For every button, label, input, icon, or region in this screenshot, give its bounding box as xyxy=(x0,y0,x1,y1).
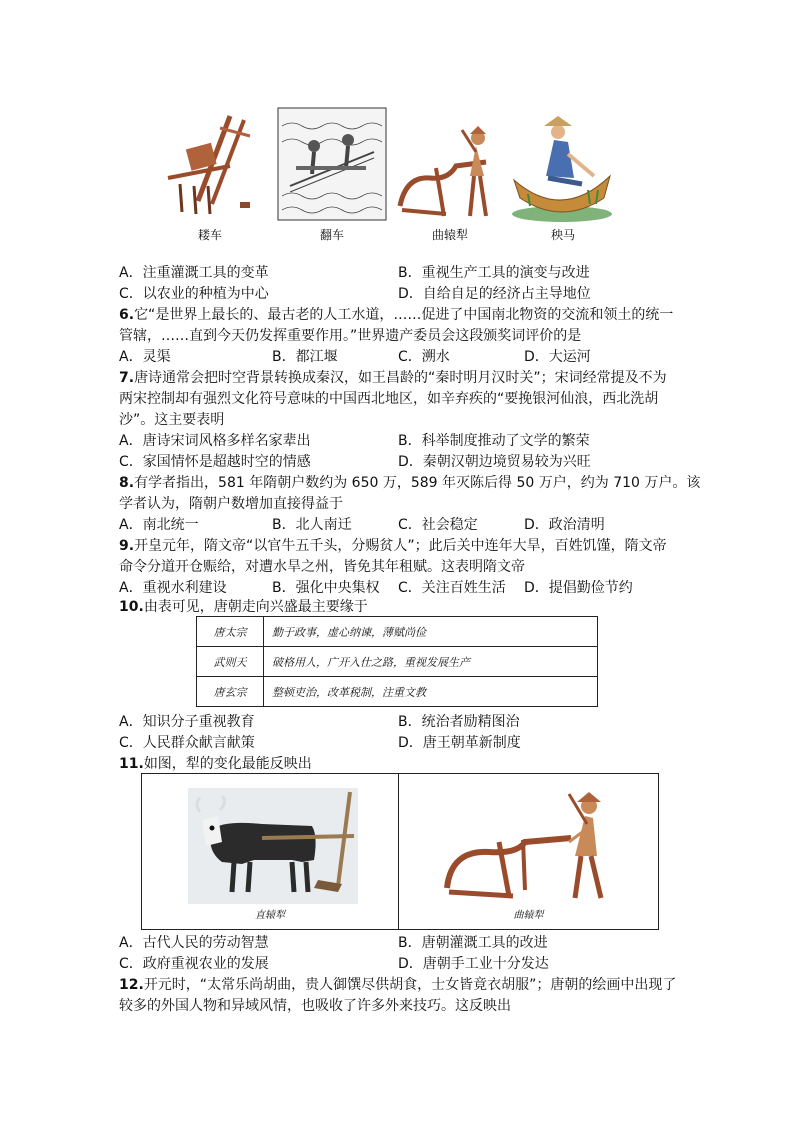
q6-option-b: B．都江堰 xyxy=(272,349,338,365)
q6-option-a: A．灵渠 xyxy=(119,349,171,365)
q8-option-b: B．北人南迁 xyxy=(272,517,352,533)
q6-option-d: D．大运河 xyxy=(524,349,591,365)
q10-text: 由表可见，唐朝走向兴盛最主要缘于 xyxy=(143,599,368,615)
straight-plow-caption: 直辕犁 xyxy=(255,910,285,921)
question-number: 8. xyxy=(119,475,135,491)
tools-figure-row xyxy=(160,106,620,252)
question-number: 10. xyxy=(119,599,144,615)
q11-option-c: C．政府重视农业的发展 xyxy=(119,956,269,972)
q12-text: 开元时，“太常乐尚胡曲，贵人御馔尽供胡食，士女皆竟衣胡服”；唐朝的绘画中出现了 xyxy=(143,977,677,993)
curved-plow-icon xyxy=(396,106,504,224)
question-number: 12. xyxy=(119,977,144,993)
figure-yangma xyxy=(510,106,616,243)
figure-caption: 曲辕犁 xyxy=(431,228,468,242)
table-row xyxy=(197,647,598,677)
water-wheel-illustration-icon xyxy=(276,106,388,224)
q6-option-c: C．溯水 xyxy=(398,349,450,365)
question-number: 11. xyxy=(119,756,144,772)
ox-straight-plow-icon xyxy=(142,780,398,910)
q8-stem-line2: 学者认为，隋朝户数增加直接得益于 xyxy=(119,496,343,512)
emperor-name: 武则天 xyxy=(197,647,264,677)
q9-option-d: D．提倡勤俭节约 xyxy=(524,580,633,596)
q9-stem-line2: 命令分道开仓赈给，对遭水旱之州，皆免其年租赋。这表明隋文帝 xyxy=(119,559,525,575)
question-number: 7. xyxy=(119,370,135,386)
figure-caption: 耧车 xyxy=(197,228,222,242)
emperor-policy: 整顿吏治，改革税制，注重文教 xyxy=(264,677,598,707)
q6-text: 它“是世界上最长的、最古老的人工水道，……促进了中国南北物资的交流和领土的统一 xyxy=(134,307,674,323)
q10-option-c: C．人民群众献言献策 xyxy=(119,735,255,751)
q11-stem-line1 xyxy=(119,755,312,774)
figure-fanche xyxy=(276,106,388,243)
question-number: 6. xyxy=(119,307,135,323)
q11-option-d: D．唐朝手工业十分发达 xyxy=(398,956,549,972)
curved-plow-caption: 曲辕犁 xyxy=(513,910,544,921)
emperor-policy: 破格用人，广开入仕之路，重视发展生产 xyxy=(264,647,598,677)
q9-option-c: C．关注百姓生活 xyxy=(398,580,506,596)
q8-stem-line1 xyxy=(119,474,700,493)
figure-louche xyxy=(160,106,260,243)
seed-drill-icon xyxy=(160,106,260,224)
q12-stem-line1 xyxy=(119,976,676,995)
q6-stem-line2: 管辖，……直到今天仍发挥重要作用。”世界遗产委员会这段颁奖词评价的是 xyxy=(119,328,582,344)
q11-text: 如图，犁的变化最能反映出 xyxy=(143,756,312,772)
q7-option-a: A．唐诗宋词风格多样名家辈出 xyxy=(119,433,311,449)
emperor-name: 唐玄宗 xyxy=(197,677,264,707)
emperor-policy: 勤于政事，虚心纳谏，薄赋尚俭 xyxy=(264,617,598,647)
q7-text: 唐诗通常会把时空背景转换成秦汉，如王昌龄的“秦时明月汉时关”；宋词经常提及不为 xyxy=(134,370,667,386)
q8-option-d: D．政治清明 xyxy=(524,517,605,533)
q9-option-b: B．强化中央集权 xyxy=(272,580,380,596)
figure-quyuanli xyxy=(396,106,504,243)
q10-stem-line1 xyxy=(119,598,368,617)
figure-caption: 翻车 xyxy=(319,228,344,242)
q9-option-a: A．重视水利建设 xyxy=(119,580,227,596)
q7-option-b: B．科举制度推动了文学的繁荣 xyxy=(398,433,590,449)
q5-option-d: D．自给自足的经济占主导地位 xyxy=(398,286,591,302)
q8-text: 有学者指出，581 年隋朝户数约为 650 万，589 年灭陈后得 50 万户，约为 710 万户。该 xyxy=(134,475,701,491)
emperors-table xyxy=(196,616,598,707)
q7-stem-line2: 两宋控制却有强烈文化符号意味的中国西北地区，如辛弃疾的“要挽银河仙浪，西北洗胡 xyxy=(119,391,659,407)
figure-caption: 秧马 xyxy=(550,228,575,242)
q10-option-d: D．唐王朝革新制度 xyxy=(398,735,521,751)
q6-stem-line1 xyxy=(119,306,673,325)
curved-plow-cell xyxy=(399,774,658,929)
straight-plow-cell xyxy=(142,774,398,929)
q7-option-c: C．家国情怀是超越时空的情感 xyxy=(119,454,311,470)
q7-option-d: D．秦朝汉朝边境贸易较为兴旺 xyxy=(398,454,591,470)
q9-text: 开皇元年，隋文帝“以官牛五千头，分赐贫人”；此后关中连年大旱，百姓饥馑，隋文帝 xyxy=(134,538,667,554)
q12-stem-line2: 较多的外国人物和异域风情，也吸收了许多外来技巧。这反映出 xyxy=(119,998,511,1014)
q11-option-a: A．古代人民的劳动智慧 xyxy=(119,935,269,951)
table-row xyxy=(197,617,598,647)
q9-stem-line1 xyxy=(119,537,667,556)
q5-option-c: C．以农业的种植为中心 xyxy=(119,286,269,302)
q7-stem-line1 xyxy=(119,369,667,388)
q5-option-a: A．注重灌溉工具的变革 xyxy=(119,265,269,281)
q11-option-b: B．唐朝灌溉工具的改进 xyxy=(398,935,548,951)
table-row xyxy=(197,677,598,707)
q10-option-a: A．知识分子重视教育 xyxy=(119,714,255,730)
farmer-curved-plow-icon xyxy=(399,780,658,910)
emperor-name: 唐太宗 xyxy=(197,617,264,647)
q7-stem-line3: 沙”。这主要表明 xyxy=(119,412,225,428)
plow-comparison-figure xyxy=(141,773,659,930)
q8-option-c: C．社会稳定 xyxy=(398,517,478,533)
seedling-boat-icon xyxy=(510,106,616,224)
q10-option-b: B．统治者励精图治 xyxy=(398,714,520,730)
q8-option-a: A．南北统一 xyxy=(119,517,199,533)
question-number: 9. xyxy=(119,538,135,554)
q5-option-b: B．重视生产工具的演变与改进 xyxy=(398,265,590,281)
